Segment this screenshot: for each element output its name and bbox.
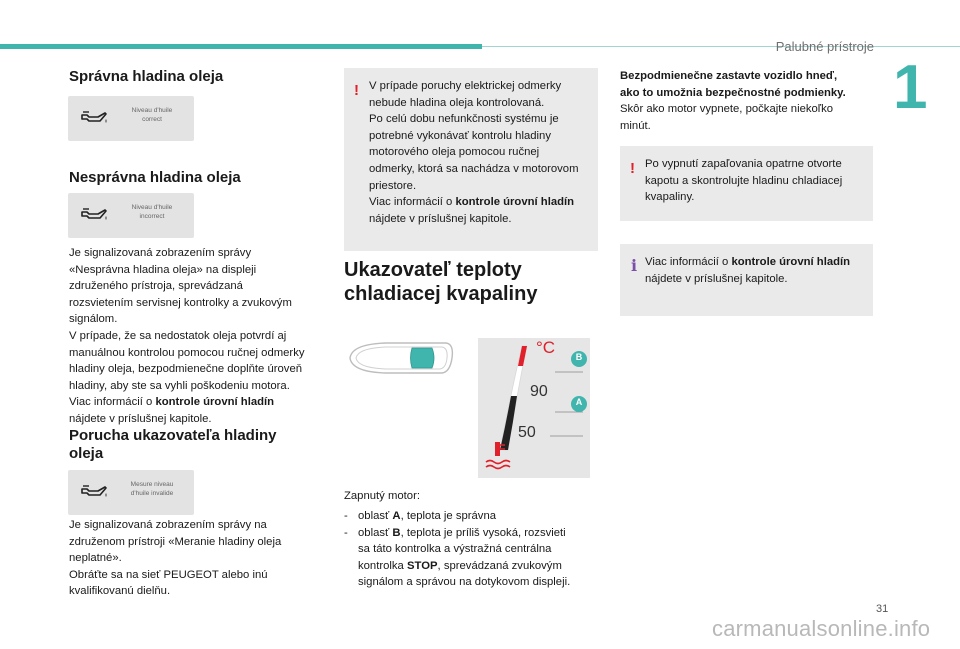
warning-box-electric-dipstick (344, 68, 598, 251)
dashboard-gauge-location-illustration (346, 336, 456, 380)
stop-vehicle-instruction (620, 68, 846, 134)
gauge-unit-label: °C (536, 338, 556, 357)
cross-reference: kontrole úrovní hladín (731, 256, 851, 268)
oil-can-icon (80, 109, 108, 127)
text-line: motorového oleja pomocou ručnej (369, 146, 540, 159)
zone-a-badge: A (575, 397, 583, 407)
zone-bullet-list (344, 508, 570, 591)
gauge-mark-90: 90 (530, 383, 548, 400)
text-line: «Nesprávna hladina oleja» na displeji (69, 263, 257, 276)
text-line: Viac informácií o kontrole úrovní hladín (369, 196, 575, 209)
text-line: signálom. (69, 313, 118, 326)
text-line: Po celú dobu nefunkčnosti systému je (369, 113, 559, 126)
text-line: minút. (620, 119, 651, 132)
heading-line: oleja (69, 445, 104, 462)
oil-gauge-fault-description (69, 517, 281, 600)
coolant-gauge-illustration (478, 338, 590, 478)
display-oil-invalid (68, 470, 194, 515)
display-oil-incorrect (68, 193, 194, 238)
text-line: oblasť A, teplota je správna (358, 510, 497, 522)
text-line: nájdete v príslušnej kapitole. (645, 272, 788, 285)
oil-can-icon (80, 483, 108, 501)
text-line: Bezpodmienečne zastavte vozidlo hneď, (620, 70, 838, 82)
text-line: sa táto kontrolka a výstražná centrálna (358, 543, 552, 556)
text-line: nebude hladina oleja kontrolovaná. (369, 96, 545, 109)
text-line: rozsvietením servisnej kontrolky a zvukovým (69, 296, 292, 309)
text-line: priestore. (369, 179, 417, 192)
info-icon: i (631, 256, 638, 275)
heading-line: Porucha ukazovateľa hladiny (69, 427, 277, 444)
oil-can-icon (80, 206, 108, 224)
text-line: signálom a správou na dotykovom displeji. (358, 576, 571, 589)
text-line: kvapaliny. (645, 191, 695, 204)
display-text: Niveau d'huile (131, 107, 173, 114)
cross-reference: kontrole úrovní hladín (455, 196, 575, 209)
display-text: Mesure niveau (130, 481, 174, 488)
heading-line: Ukazovateľ teploty (344, 259, 522, 281)
info-box-fluid-levels (620, 244, 873, 316)
text-line: nájdete v príslušnej kapitole. (369, 212, 512, 225)
engine-on-label: Zapnutý motor: (344, 490, 420, 502)
text-line: manuálnou kontrolou pomocou ručnej odmerky (69, 346, 305, 359)
warning-icon: ! (630, 160, 635, 177)
text-line: kontrolka STOP, sprevádzaná zvukovým (358, 559, 562, 572)
heading-oil-gauge-fault (69, 427, 277, 463)
warning-icon: ! (354, 82, 359, 99)
page-number: 31 (876, 603, 889, 615)
display-oil-correct (68, 96, 194, 141)
zone-b-badge: B (575, 352, 583, 362)
heading-incorrect-oil: Nesprávna hladina oleja (69, 169, 241, 186)
text-line: neplatné». (69, 552, 122, 565)
heading-coolant-temperature (344, 258, 537, 306)
text-line: kapotu a skontrolujte hladinu chladiacej (645, 174, 843, 187)
text-line: ako to umožnia bezpečnostné podmienky. (620, 86, 846, 99)
display-text: correct (142, 115, 162, 123)
text-line: Po vypnutí zapaľovania opatrne otvorte (645, 158, 842, 170)
text-line: kvalifikovanú dielňu. (69, 585, 171, 598)
heading-line: chladiacej kvapaliny (344, 283, 538, 305)
header-accent-bar (0, 44, 482, 49)
display-text: incorrect (139, 212, 165, 220)
text-line: V prípade poruchy elektrickej odmerky (369, 80, 562, 92)
section-title: Palubné prístroje (775, 39, 874, 54)
watermark: carmanualsonline.info (712, 616, 931, 641)
text-line: združenom prístroji «Meranie hladiny oleja (69, 535, 282, 548)
text-line: potrebné vykonávať kontrolu hladiny (369, 129, 551, 142)
text-line: hladiny, aby ste sa vyhli poškodeniu motora. (69, 379, 290, 392)
text-line: Viac informácií o kontrole úrovní hladín (645, 256, 851, 268)
text-line: oblasť B, teplota je príliš vysoká, rozsvieti (358, 526, 566, 539)
display-text: Niveau d'huile (131, 204, 173, 211)
bullet-dash: - (344, 510, 348, 522)
list-item (344, 525, 570, 591)
list-item (344, 508, 570, 525)
text-line: Skôr ako motor vypnete, počkajte niekoľko (620, 103, 834, 116)
header-rule (482, 46, 960, 47)
gauge-mark-50: 50 (518, 424, 536, 441)
cross-reference: kontrole úrovní hladín (155, 396, 275, 409)
text-line: nájdete v príslušnej kapitole. (69, 412, 212, 425)
text-line: V prípade, že sa nedostatok oleja potvrdí aj (69, 329, 287, 342)
text-line: hladiny oleja, bezpodmienečne doplňte úroveň (69, 363, 303, 376)
incorrect-oil-description (69, 245, 305, 428)
text-line: Viac informácií o kontrole úrovní hladín (69, 396, 275, 409)
text-line: odmerky, ktorá sa nachádza v motorovom (369, 162, 579, 175)
text-line: Je signalizovaná zobrazením správy (69, 247, 252, 259)
heading-correct-oil: Správna hladina oleja (69, 68, 224, 85)
display-text: d'huile invalide (130, 489, 174, 497)
text-line: združeného prístroja, sprevádzaná (69, 280, 243, 293)
text-line: Obráťte sa na sieť PEUGEOT alebo inú (69, 568, 268, 581)
chapter-number: 1 (893, 53, 928, 122)
bullet-dash: - (344, 526, 348, 539)
text-line: Je signalizovaná zobrazením správy na (69, 519, 267, 531)
warning-box-coolant-check (620, 146, 873, 221)
